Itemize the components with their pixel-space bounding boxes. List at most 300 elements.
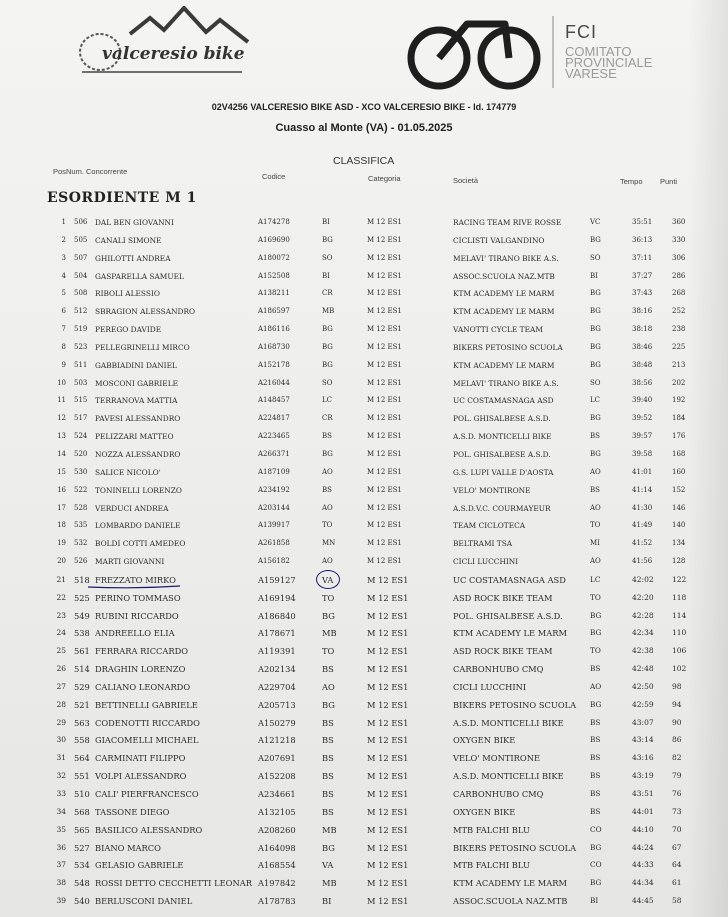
table-row: [0, 553, 728, 571]
license-code-cell: A178671: [258, 628, 296, 639]
bib-number-cell: 515: [74, 396, 88, 405]
bib-number-cell: 565: [74, 824, 90, 835]
table-row: [0, 375, 728, 393]
license-code-cell: A138211: [258, 289, 290, 298]
license-code-cell: A168730: [258, 342, 290, 351]
rider-name-cell: CODENOTTI RICCARDO: [95, 717, 200, 728]
bib-number-cell: 534: [74, 860, 90, 871]
points-cell: 213: [672, 360, 686, 369]
time-cell: 42:28: [632, 610, 654, 620]
time-cell: 41:30: [632, 503, 653, 512]
rider-province-cell: VA: [322, 574, 334, 585]
table-row: [0, 250, 728, 268]
rider-province-cell: SO: [322, 253, 333, 262]
points-cell: 114: [672, 610, 687, 620]
license-code-cell: A216044: [258, 378, 290, 387]
points-cell: 86: [672, 735, 682, 745]
points-cell: 82: [672, 753, 682, 763]
license-code-cell: A187109: [258, 467, 290, 476]
category-cell: M 12 ES1: [367, 610, 409, 621]
header-team: Società: [453, 176, 479, 185]
rider-province-cell: CR: [322, 289, 333, 298]
time-cell: 36:13: [632, 235, 653, 244]
fci-committee-name: [565, 46, 675, 79]
time-cell: 39:52: [632, 414, 653, 423]
position-cell: 8: [61, 342, 66, 351]
table-row: [0, 446, 728, 464]
rider-province-cell: VA: [322, 860, 334, 871]
rider-name-cell: RIBOLI ALESSIO: [95, 289, 160, 299]
team-cell: KTM ACADEMY LE MARM: [453, 289, 555, 299]
points-cell: 58: [672, 896, 682, 906]
position-cell: 22: [56, 592, 66, 602]
time-cell: 38:18: [632, 325, 653, 334]
time-cell: 41:52: [632, 539, 653, 548]
team-cell: UC COSTAMASNAGA ASD: [453, 574, 566, 585]
bib-number-cell: 568: [74, 806, 90, 817]
time-cell: 44:45: [632, 896, 654, 906]
time-cell: 42:38: [632, 646, 654, 656]
rider-name-cell: TASSONE DIEGO: [95, 806, 170, 817]
license-code-cell: A180072: [258, 253, 290, 262]
category-cell: M 12 ES1: [367, 735, 409, 746]
rider-name-cell: CALI' PIERFRANCESCO: [95, 789, 199, 799]
table-row: [0, 517, 728, 535]
license-code-cell: A164098: [258, 842, 296, 853]
header-code: Codice: [262, 172, 286, 181]
position-cell: 30: [56, 735, 66, 745]
team-province-cell: BG: [590, 628, 602, 638]
bicycle-logo-icon: [405, 12, 565, 92]
bib-number-cell: 529: [74, 681, 90, 692]
license-code-cell: A119391: [258, 646, 296, 657]
time-cell: 38:46: [632, 342, 653, 351]
handwritten-circle-mark: [316, 570, 340, 589]
fci-code: FCI: [565, 22, 597, 42]
team-province-cell: BI: [590, 896, 599, 906]
points-cell: 122: [672, 574, 687, 584]
team-province-cell: BG: [590, 878, 602, 888]
team-province-cell: TO: [590, 646, 601, 656]
table-row: [0, 500, 728, 518]
team-cell: A.S.D. MONTICELLI BIKE: [453, 771, 564, 782]
points-cell: 90: [672, 717, 682, 727]
category-cell: M 12 ES1: [367, 307, 402, 316]
table-row: [0, 660, 728, 678]
team-cell: A.S.D. MONTICELLI BIKE: [453, 717, 564, 728]
table-row: [0, 749, 728, 767]
team-province-cell: SO: [590, 253, 601, 262]
team-province-cell: AO: [590, 557, 601, 566]
team-province-cell: BG: [590, 360, 601, 369]
position-cell: 36: [56, 842, 66, 852]
category-cell: M 12 ES1: [367, 289, 402, 298]
table-row: [0, 678, 728, 696]
time-cell: 41:14: [632, 485, 653, 494]
points-cell: 70: [672, 824, 682, 834]
bib-number-cell: 506: [74, 218, 88, 226]
team-province-cell: BG: [590, 342, 601, 351]
time-cell: 38:48: [632, 360, 653, 369]
license-code-cell: A208260: [258, 824, 296, 835]
team-province-cell: BS: [590, 753, 601, 763]
license-code-cell: A197842: [258, 878, 296, 889]
table-row: [0, 874, 728, 892]
category-cell: M 12 ES1: [367, 467, 402, 476]
table-row: [0, 428, 728, 446]
category-cell: M 12 ES1: [367, 681, 409, 692]
rider-name-cell: BETTINELLI GABRIELE: [95, 699, 198, 710]
rider-name-cell: VERDUCI ANDREA: [95, 503, 169, 513]
rider-province-cell: BG: [322, 342, 333, 351]
rider-name-cell: SBRAGION ALESSANDRO: [95, 307, 196, 317]
rider-province-cell: MB: [322, 307, 335, 316]
team-cell: CICLI LUCCHINI: [453, 557, 519, 567]
position-cell: 14: [57, 449, 66, 458]
rider-province-cell: AO: [322, 557, 333, 566]
team-cell: OXYGEN BIKE: [453, 806, 516, 817]
team-cell: VELO' MONTIRONE: [453, 485, 531, 495]
time-cell: 38:56: [632, 378, 653, 387]
position-cell: 17: [57, 503, 66, 512]
position-cell: 4: [61, 271, 66, 280]
bib-number-cell: 521: [74, 699, 90, 710]
category-cell: M 12 ES1: [367, 878, 409, 889]
points-cell: 64: [672, 860, 682, 870]
category-cell: M 12 ES1: [367, 824, 409, 835]
rider-name-cell: FREZZATO MIRKO: [95, 574, 176, 585]
points-cell: 67: [672, 842, 682, 852]
position-cell: 24: [56, 628, 66, 638]
category-cell: M 12 ES1: [367, 574, 409, 585]
points-cell: 106: [672, 646, 687, 656]
table-row: [0, 856, 728, 874]
license-code-cell: A168554: [258, 860, 296, 871]
team-province-cell: TO: [590, 521, 601, 530]
team-province-cell: BS: [590, 806, 601, 816]
license-code-cell: A202134: [258, 664, 296, 675]
team-province-cell: BS: [590, 432, 600, 441]
bib-number-cell: 510: [74, 789, 90, 799]
fci-name-line: COMITATO: [565, 44, 632, 59]
rider-name-cell: PELIZZARI MATTEO: [95, 432, 174, 442]
category-title: ESORDIENTE M 1: [47, 190, 197, 206]
license-code-cell: A207691: [258, 753, 296, 764]
rider-province-cell: BS: [322, 753, 334, 764]
license-code-cell: A224817: [258, 414, 290, 423]
team-cell: G.S. LUPI VALLE D'AOSTA: [453, 467, 554, 477]
rider-province-cell: MN: [322, 539, 336, 548]
team-cell: A.S.D. MONTICELLI BIKE: [453, 432, 552, 442]
time-cell: 39:40: [632, 396, 653, 405]
rider-name-cell: LOMBARDO DANIELE: [95, 521, 181, 531]
category-cell: M 12 ES1: [367, 449, 402, 458]
license-code-cell: A132105: [258, 806, 296, 817]
team-province-cell: AO: [590, 503, 601, 512]
category-cell: M 12 ES1: [367, 539, 402, 548]
position-cell: 10: [57, 378, 66, 387]
category-cell: M 12 ES1: [367, 271, 402, 280]
category-cell: M 12 ES1: [367, 360, 402, 369]
rider-name-cell: GIACOMELLI MICHAEL: [95, 735, 199, 746]
team-cell: BELTRAMI TSA: [453, 539, 513, 549]
time-cell: 42:50: [632, 681, 654, 691]
team-cell: KTM ACADEMY LE MARM: [453, 878, 567, 889]
rider-province-cell: BG: [322, 842, 335, 853]
rider-name-cell: CARMINATI FILIPPO: [95, 753, 186, 764]
category-cell: M 12 ES1: [367, 628, 409, 639]
bib-number-cell: 528: [74, 503, 88, 512]
rider-province-cell: BG: [322, 325, 333, 334]
category-cell: M 12 ES1: [367, 503, 402, 512]
position-cell: 15: [57, 467, 66, 476]
position-cell: 7: [61, 325, 66, 334]
rider-province-cell: BS: [322, 789, 334, 799]
position-cell: 28: [56, 699, 66, 709]
rider-province-cell: BS: [322, 806, 334, 817]
team-province-cell: BG: [590, 699, 602, 709]
table-row: [0, 624, 728, 642]
category-cell: M 12 ES1: [367, 253, 402, 262]
table-row: [0, 535, 728, 553]
license-code-cell: A156182: [258, 557, 290, 566]
points-cell: 79: [672, 771, 682, 781]
time-cell: 39:58: [632, 449, 653, 458]
position-cell: 34: [56, 806, 66, 816]
bib-number-cell: 564: [74, 753, 90, 764]
position-cell: 29: [56, 717, 66, 727]
bib-number-cell: 530: [74, 467, 88, 476]
position-cell: 27: [56, 681, 66, 691]
team-cell: ASD ROCK BIKE TEAM: [453, 592, 553, 603]
points-cell: 286: [672, 271, 686, 280]
time-cell: 39:57: [632, 432, 653, 441]
bib-number-cell: 535: [74, 521, 88, 530]
results-table: [0, 214, 728, 910]
points-cell: 76: [672, 789, 682, 798]
time-cell: 44:01: [632, 806, 654, 816]
license-code-cell: A152208: [258, 771, 296, 782]
bib-number-cell: 527: [74, 842, 90, 853]
points-cell: 238: [672, 325, 686, 334]
points-cell: 61: [672, 878, 682, 888]
header-num-name: Num. Concorrente: [66, 167, 128, 176]
table-row: [0, 571, 728, 589]
points-cell: 184: [672, 414, 686, 423]
team-province-cell: BG: [590, 610, 602, 620]
team-province-cell: VC: [590, 218, 601, 226]
category-cell: M 12 ES1: [367, 646, 409, 657]
team-cell: RACING TEAM RIVE ROSSE: [453, 218, 562, 227]
rider-name-cell: GABBIADINI DANIEL: [95, 360, 177, 370]
bib-number-cell: 514: [74, 664, 90, 675]
category-cell: M 12 ES1: [367, 557, 402, 566]
rider-province-cell: TO: [322, 592, 335, 603]
points-cell: 330: [672, 235, 686, 244]
team-cell: POL. GHISALBESE A.S.D.: [453, 610, 563, 621]
bib-number-cell: 561: [74, 646, 90, 657]
team-province-cell: MI: [590, 539, 600, 548]
rider-province-cell: MB: [322, 628, 337, 639]
position-cell: 11: [57, 396, 66, 405]
rider-name-cell: MARTI GIOVANNI: [95, 557, 165, 567]
rider-name-cell: FERRARA RICCARDO: [95, 646, 189, 657]
team-province-cell: BG: [590, 307, 601, 316]
team-cell: ASSOC.SCUOLA NAZ.MTB: [453, 271, 555, 281]
time-cell: 42:34: [632, 628, 654, 638]
team-cell: POL. GHISALBESE A.S.D.: [453, 414, 551, 424]
team-cell: POL. GHISALBESE A.S.D.: [453, 449, 551, 459]
bib-number-cell: 540: [74, 896, 90, 907]
table-row: [0, 232, 728, 250]
category-cell: M 12 ES1: [367, 521, 402, 530]
rider-name-cell: ANDREELLO ELIA: [95, 628, 175, 639]
points-cell: 146: [672, 503, 686, 512]
bib-number-cell: 548: [74, 878, 90, 889]
rider-province-cell: CR: [322, 414, 333, 423]
team-cell: MELAVI' TIRANO BIKE A.S.: [453, 253, 559, 263]
category-cell: M 12 ES1: [367, 664, 409, 675]
category-cell: M 12 ES1: [367, 771, 409, 782]
table-row: [0, 410, 728, 428]
time-cell: 42:20: [632, 592, 654, 602]
category-cell: M 12 ES1: [367, 806, 409, 817]
table-row: [0, 821, 728, 839]
table-row: [0, 339, 728, 357]
category-cell: M 12 ES1: [367, 860, 409, 871]
fci-name-line: VARESE: [565, 66, 617, 81]
rider-name-cell: RUBINI RICCARDO: [95, 610, 179, 621]
rider-province-cell: LC: [322, 396, 333, 405]
rider-name-cell: GASPARELLA SAMUEL: [95, 271, 184, 281]
points-cell: 306: [672, 253, 686, 262]
rider-name-cell: BOLDI COTTI AMEDEO: [95, 539, 186, 549]
bib-number-cell: 551: [74, 771, 90, 782]
category-cell: M 12 ES1: [367, 325, 402, 334]
table-row: [0, 321, 728, 339]
table-row: [0, 803, 728, 821]
time-cell: 43:51: [632, 789, 654, 798]
time-cell: 43:16: [632, 753, 654, 763]
position-cell: 38: [56, 878, 66, 888]
table-row: [0, 696, 728, 714]
position-cell: 35: [56, 824, 66, 834]
team-province-cell: BG: [590, 414, 601, 423]
bib-number-cell: 512: [74, 307, 88, 316]
points-cell: 73: [672, 806, 682, 816]
bib-number-cell: 563: [74, 717, 90, 728]
time-cell: 42:02: [632, 574, 654, 584]
category-cell: M 12 ES1: [367, 753, 409, 764]
category-cell: M 12 ES1: [367, 235, 402, 244]
time-cell: 44:10: [632, 824, 654, 834]
points-cell: 140: [672, 521, 686, 530]
rider-name-cell: MOSCONI GABRIELE: [95, 378, 178, 388]
rider-name-cell: CANALI SIMONE: [95, 235, 162, 245]
position-cell: 39: [56, 896, 66, 906]
valceresio-bike-logo: [72, 6, 262, 78]
team-cell: UC COSTAMASNAGA ASD: [453, 396, 554, 406]
rider-name-cell: DAL BEN GIOVANNI: [95, 218, 174, 227]
table-row: [0, 785, 728, 803]
license-code-cell: A159127: [258, 574, 296, 585]
points-cell: 168: [672, 449, 686, 458]
team-cell: MTB FALCHI BLU: [453, 824, 530, 835]
team-cell: BIKERS PETOSINO SCUOLA: [453, 699, 577, 710]
position-cell: 16: [57, 485, 66, 494]
license-code-cell: A152178: [258, 360, 290, 369]
header-pos: Pos.: [53, 167, 69, 176]
category-cell: M 12 ES1: [367, 789, 409, 799]
table-row: [0, 767, 728, 785]
rider-province-cell: BG: [322, 610, 335, 621]
rider-name-cell: NOZZA ALESSANDRO: [95, 449, 181, 459]
license-code-cell: A229704: [258, 681, 296, 692]
rider-province-cell: BS: [322, 717, 334, 728]
license-code-cell: A186840: [258, 610, 296, 621]
position-cell: 5: [61, 289, 66, 298]
rider-province-cell: AO: [322, 503, 333, 512]
time-cell: 43:14: [632, 735, 654, 745]
team-cell: A.S.D.V.C. COURMAYEUR: [453, 503, 551, 513]
rider-province-cell: TO: [322, 521, 333, 530]
event-line: 02V4256 VALCERESIO BIKE ASD - XCO VALCERESIO BIKE - Id. 174779: [211, 102, 517, 112]
points-cell: 134: [672, 539, 686, 548]
team-cell: BIKERS PETOSINO SCUOLA: [453, 342, 563, 352]
header-category: Categoria: [368, 174, 401, 183]
license-code-cell: A261858: [258, 539, 290, 548]
position-cell: 1: [61, 218, 66, 226]
bib-number-cell: 532: [74, 539, 88, 548]
time-cell: 44:33: [632, 860, 654, 870]
points-cell: 225: [672, 342, 686, 351]
team-cell: CARBONHUBO CMQ: [453, 789, 544, 799]
bib-number-cell: 505: [74, 235, 88, 244]
position-cell: 3: [61, 253, 66, 262]
classifica-title: CLASSIFICA: [333, 155, 395, 167]
bib-number-cell: 524: [74, 432, 88, 441]
team-province-cell: BG: [590, 842, 602, 852]
bib-number-cell: 519: [74, 325, 88, 334]
table-row: [0, 642, 728, 660]
rider-province-cell: BG: [322, 235, 333, 244]
points-cell: 98: [672, 681, 682, 691]
team-province-cell: BI: [590, 271, 598, 280]
points-cell: 94: [672, 699, 682, 709]
rider-province-cell: AO: [322, 681, 335, 692]
points-cell: 176: [672, 432, 686, 441]
license-code-cell: A152508: [258, 271, 290, 280]
team-cell: KTM ACADEMY LE MARM: [453, 360, 555, 370]
rider-name-cell: TERRANOVA MATTIA: [95, 396, 178, 406]
rider-province-cell: BG: [322, 449, 333, 458]
position-cell: 25: [56, 646, 66, 656]
license-code-cell: A169194: [258, 592, 296, 603]
points-cell: 118: [672, 592, 687, 602]
bib-number-cell: 518: [74, 574, 90, 585]
team-cell: VANOTTI CYCLE TEAM: [453, 325, 543, 335]
license-code-cell: A121218: [258, 735, 296, 746]
license-code-cell: A205713: [258, 699, 296, 710]
rider-province-cell: MB: [322, 878, 337, 889]
rider-province-cell: BG: [322, 699, 335, 710]
team-cell: KTM ACADEMY LE MARM: [453, 628, 567, 639]
table-row: [0, 607, 728, 625]
points-cell: 160: [672, 467, 686, 476]
rider-name-cell: BERLUSCONI DANIEL: [95, 896, 193, 907]
table-row: [0, 392, 728, 410]
rider-province-cell: BS: [322, 771, 334, 782]
